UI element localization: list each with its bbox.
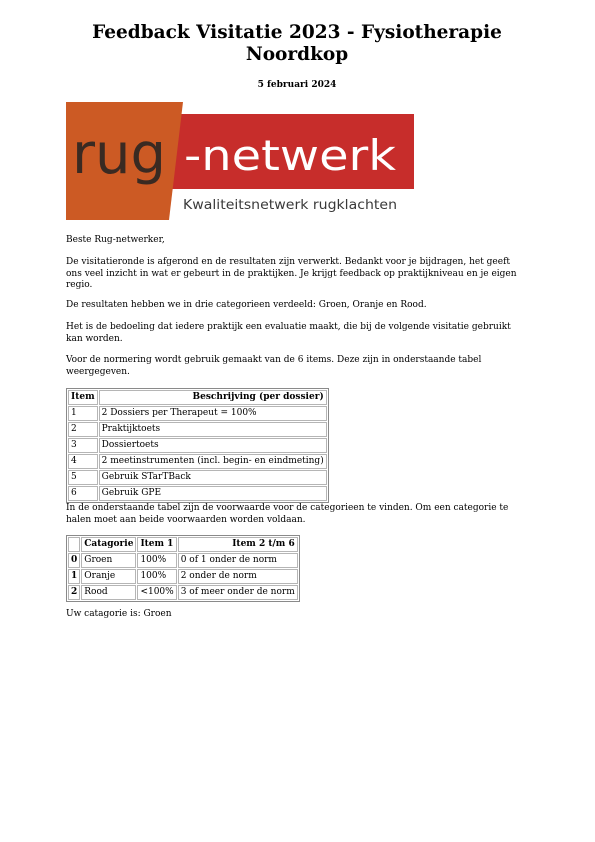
document-date: 5 februari 2024 — [257, 80, 337, 90]
category-header-item1: Item 1 — [137, 537, 176, 552]
item-description: Gebruik GPE — [99, 486, 327, 501]
item-description: Gebruik STarTBack — [99, 470, 327, 485]
categories-paragraph: De resultaten hebben we in drie categorieen verdeeld: Groen, Oranje en Rood. — [66, 300, 427, 310]
rug-netwerk-logo-graphic — [66, 102, 414, 222]
conditions-paragraph: In de onderstaande tabel zijn de voorwaarde voor de categorieen te vinden. Om een categorie te halen moet aan beide voorwaarden worden voldaan. — [66, 503, 509, 525]
category-item2-6: 3 of meer onder de norm — [178, 585, 298, 600]
category-item1: <100% — [137, 585, 176, 600]
category-item1: 100% — [137, 553, 176, 568]
table-row — [68, 585, 298, 600]
category-item2-6: 0 of 1 onder de norm — [178, 553, 298, 568]
intro-paragraph: De visitatieronde is afgerond en de resultaten zijn verwerkt. Bedankt voor je bijdragen, het geeft ons veel inzicht in wat er gebeurt in de praktijken. Je krijgt feedback op praktijkniveau en je eigen regio. — [66, 257, 517, 290]
items-table-header — [68, 390, 327, 405]
items-header-item: Item — [68, 390, 98, 405]
logo-word-rug: rug — [72, 122, 167, 187]
greeting-text: Beste Rug-netwerker, — [66, 235, 165, 245]
rug-netwerk-logo — [66, 102, 414, 222]
table-row — [68, 422, 327, 437]
category-table-header — [68, 537, 298, 552]
table-row — [68, 569, 298, 584]
table-row — [68, 553, 298, 568]
category-index: 1 — [68, 569, 80, 584]
category-item2-6: 2 onder de norm — [178, 569, 298, 584]
category-header-index — [68, 537, 80, 552]
table-row — [68, 454, 327, 469]
evaluation-paragraph: Het is de bedoeling dat iedere praktijk een evaluatie maakt, die bij de volgende visitatie gebruikt kan worden. — [66, 322, 511, 344]
item-description: 2 Dossiers per Therapeut = 100% — [99, 406, 327, 421]
item-number: 2 — [68, 422, 98, 437]
items-intro-paragraph: Voor de normering wordt gebruik gemaakt van de 6 items. Deze zijn in onderstaande tabel weergegeven. — [66, 355, 482, 377]
category-table — [66, 535, 300, 602]
category-header-item2-6: Item 2 t/m 6 — [178, 537, 298, 552]
item-number: 1 — [68, 406, 98, 421]
logo-tagline: Kwaliteitsnetwerk rugklachten — [183, 198, 397, 213]
category-header-category: Catagorie — [81, 537, 136, 552]
category-item1: 100% — [137, 569, 176, 584]
item-description: Dossiertoets — [99, 438, 327, 453]
item-number: 5 — [68, 470, 98, 485]
category-name: Groen — [81, 553, 136, 568]
items-table — [66, 388, 329, 503]
result-text: Uw catagorie is: Groen — [66, 609, 172, 619]
table-row — [68, 486, 327, 501]
item-description: 2 meetinstrumenten (incl. begin- en eindmeting) — [99, 454, 327, 469]
item-number: 3 — [68, 438, 98, 453]
category-name: Oranje — [81, 569, 136, 584]
item-number: 6 — [68, 486, 98, 501]
category-name: Rood — [81, 585, 136, 600]
items-header-description: Beschrijving (per dossier) — [99, 390, 327, 405]
logo-word-netwerk: -netwerk — [184, 131, 397, 180]
table-row — [68, 406, 327, 421]
item-number: 4 — [68, 454, 98, 469]
document-title: Feedback Visitatie 2023 - Fysiotherapie Noordkop — [92, 22, 502, 65]
category-index: 0 — [68, 553, 80, 568]
table-row — [68, 470, 327, 485]
item-description: Praktijktoets — [99, 422, 327, 437]
table-row — [68, 438, 327, 453]
category-index: 2 — [68, 585, 80, 600]
